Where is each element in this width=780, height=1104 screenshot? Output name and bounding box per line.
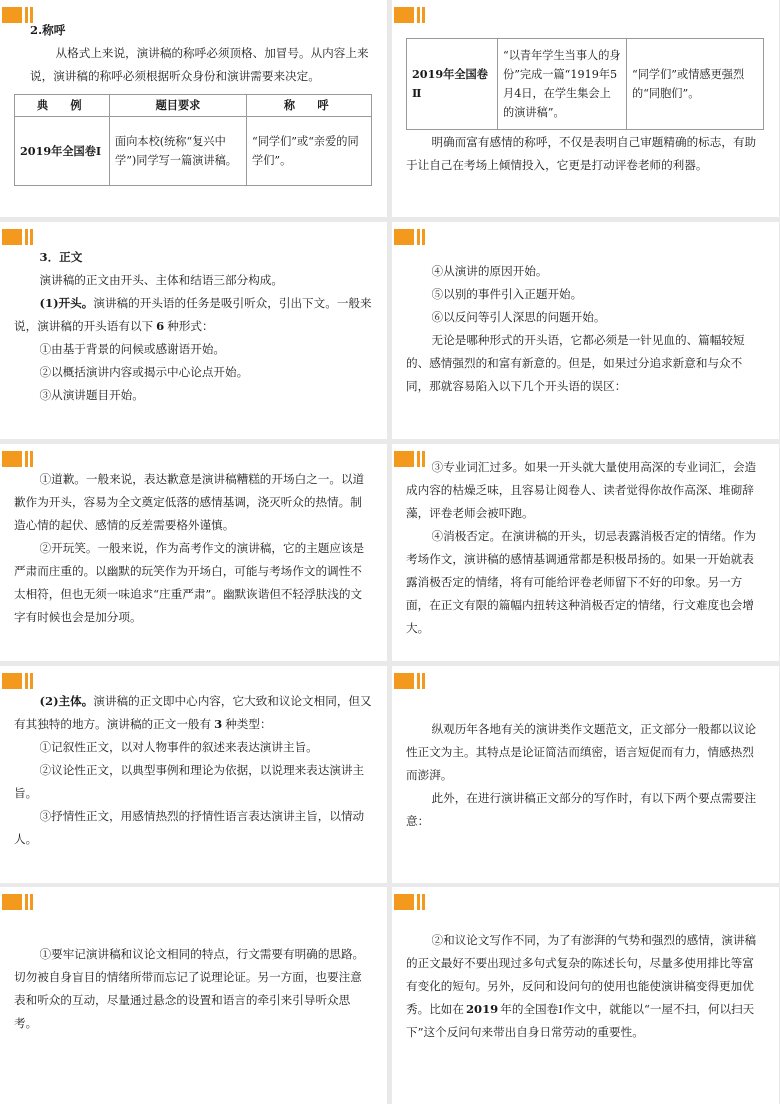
orange-bars-icon [2, 451, 34, 467]
table-cell: “同学们”或“亲爱的同学们”。 [247, 117, 372, 186]
section-title: 3．正文 [39, 250, 83, 264]
slide-5 [0, 444, 387, 661]
paragraph: 无论是哪种形式的开头语，它都必须是一针见血的、篇幅较短的、感情强烈的和富有新意的。但是，如果过分追求新意和与众不同，那就容易陷入以下几个开头语的误区： [406, 333, 745, 393]
orange-bars-icon [394, 229, 426, 245]
paragraph: 从格式上来说，演讲稿的称呼必须顶格、加冒号。从内容上来说，演讲稿的称呼必须根据听众身份和演讲需要来决定。 [30, 46, 369, 83]
section-title: 2.称呼 [30, 23, 66, 37]
bold-number: 2019 [465, 1002, 499, 1016]
table-header: 典 例 [15, 95, 110, 117]
list-item: ①由基于背景的问候或感谢语开始。 [39, 342, 226, 356]
paragraph [14, 292, 373, 338]
table-cell: 2019年全国卷Ⅱ [407, 39, 498, 130]
list-item: ④从演讲的原因开始。 [431, 264, 548, 278]
orange-bars-icon [2, 673, 34, 689]
paragraph: 此外，在进行演讲稿正文部分的写作时，有以下两个要点需要注意： [406, 791, 757, 828]
paragraph: ④消极否定。在演讲稿的开头，切忌表露消极否定的情绪。作为考场作文，演讲稿的感情基调通常都是积极昂扬的。如果一开始就表露消极否定的情绪，将有可能给评卷老师留下不好的印象。另一方面，在正文有限的篇幅内扭转这种消极否定的情绪，行文难度也会增大。 [406, 529, 757, 635]
paragraph: ③专业词汇过多。如果一开头就大量使用高深的专业词汇，会造成内容的枯燥乏味，且容易让阅卷人、读者觉得你故作高深、堆砌辞藻，评卷老师会被吓跑。 [406, 460, 757, 520]
paragraph: ①道歉。一般来说，表达歉意是演讲稿糟糕的开场白之一。以道歉作为开头，容易为全文奠定低落的感情基调，浇灭听众的热情。制造心情的起伏、感情的反差需要格外谨慎。 [14, 472, 365, 532]
paragraph [14, 690, 373, 736]
bold-lead: (2)主体。 [39, 694, 94, 708]
slide-7 [0, 666, 387, 883]
slide-4 [392, 222, 779, 439]
paragraph-text: ②和议论文写作不同，为了有澎湃的气势和强烈的感情，演讲稿的正文最好不要出现过多句式复杂的陈述长句，尽量多使用排比等富有变化的短句。另外，反问和设问句的使用也能使演讲稿变得更加优秀。比如在 [406, 933, 757, 1016]
paragraph: 纵观历年各地有关的演讲类作文题范文，正文部分一般都以议论性正文为主。其特点是论证简洁而缜密，语言短促而有力，情感热烈而澎湃。 [406, 722, 757, 782]
paragraph: ①要牢记演讲稿和议论文相同的特点，行文需要有明确的思路。切勿被自身盲目的情绪所带而忘记了说理论证。另一方面，也要注意表和听众的互动，尽量通过悬念的设置和语言的牵引来引导听众思考。 [14, 947, 365, 1030]
paragraph-text: 种形式： [167, 319, 214, 333]
orange-bars-icon [2, 894, 34, 910]
slide-10 [392, 887, 779, 1104]
list-item: ⑤以别的事件引入正题开始。 [431, 287, 583, 301]
paragraph-text: 种类型： [225, 717, 272, 731]
orange-bars-icon [394, 894, 426, 910]
paragraph [406, 929, 765, 1044]
paragraph-text: 演讲稿的正文即中心内容，它大致和议论文相同，但又有其独特的地方。演讲稿的正文一般有 [14, 694, 372, 731]
list-item: ③从演讲题目开始。 [39, 388, 144, 402]
paragraph-text: 年的全国卷Ⅰ作文中，就能以“一屋不扫，何以扫天下”这个反问句来带出自身日常劳动的重要性。 [406, 1002, 755, 1039]
bold-number: 6 [156, 319, 165, 333]
slide-9 [0, 887, 387, 1104]
table-cell: 2019年全国卷Ⅰ [15, 117, 110, 186]
table-header: 题目要求 [110, 95, 247, 117]
example-table [14, 94, 372, 186]
list-item: ②议论性正文，以典型事例和理论为依据，以说理来表达演讲主旨。 [14, 763, 365, 800]
table-header-row [15, 95, 372, 117]
table-row [15, 117, 372, 186]
table-row [407, 39, 764, 130]
list-item: ①记叙性正文，以对人物事件的叙述来表达演讲主旨。 [39, 740, 318, 754]
list-item: ②以概括演讲内容或揭示中心论点开始。 [39, 365, 249, 379]
slide-3 [0, 222, 387, 439]
slide-8 [392, 666, 779, 883]
orange-bars-icon [394, 673, 426, 689]
bold-lead: (1)开头。 [39, 296, 94, 310]
slide-2 [392, 0, 779, 217]
table-cell: “同学们”或情感更强烈的“同胞们”。 [627, 39, 764, 130]
orange-bars-icon [394, 7, 426, 23]
example-table [406, 38, 764, 130]
orange-bars-icon [2, 229, 34, 245]
table-header: 称 呼 [247, 95, 372, 117]
paragraph: 演讲稿的正文由开头、主体和结语三部分构成。 [39, 273, 283, 287]
list-item: ⑥以反问等引人深思的问题开始。 [431, 310, 606, 324]
paragraph-text: 演讲稿的开头语的任务是吸引听众，引出下文。一般来说，演讲稿的开头语有以下 [14, 296, 372, 333]
list-item: ③抒情性正文，用感情热烈的抒情性语言表达演讲主旨，以情动人。 [14, 809, 365, 846]
slide-1 [0, 0, 387, 217]
slide-6 [392, 444, 779, 661]
table-cell: 面向本校(统称“复兴中学”)同学写一篇演讲稿。 [110, 117, 247, 186]
paragraph: 明确而富有感情的称呼，不仅是表明自己审题精确的标志，有助于让自己在考场上倾情投入，它更是打动评卷老师的利器。 [406, 135, 757, 172]
bold-number: 3 [214, 717, 223, 731]
paragraph: ②开玩笑。一般来说，作为高考作文的演讲稿，它的主题应该是严肃而庄重的。以幽默的玩笑作为开场白，可能与考场作文的调性不太相符，但也无须一味追求“庄重严肃”。幽默诙谐但不轻浮肤浅的文字有时候也会是加分项。 [14, 541, 365, 624]
table-cell: “以青年学生当事人的身份”完成一篇“1919年5月4日，在学生集会上的演讲稿”。 [498, 39, 627, 130]
